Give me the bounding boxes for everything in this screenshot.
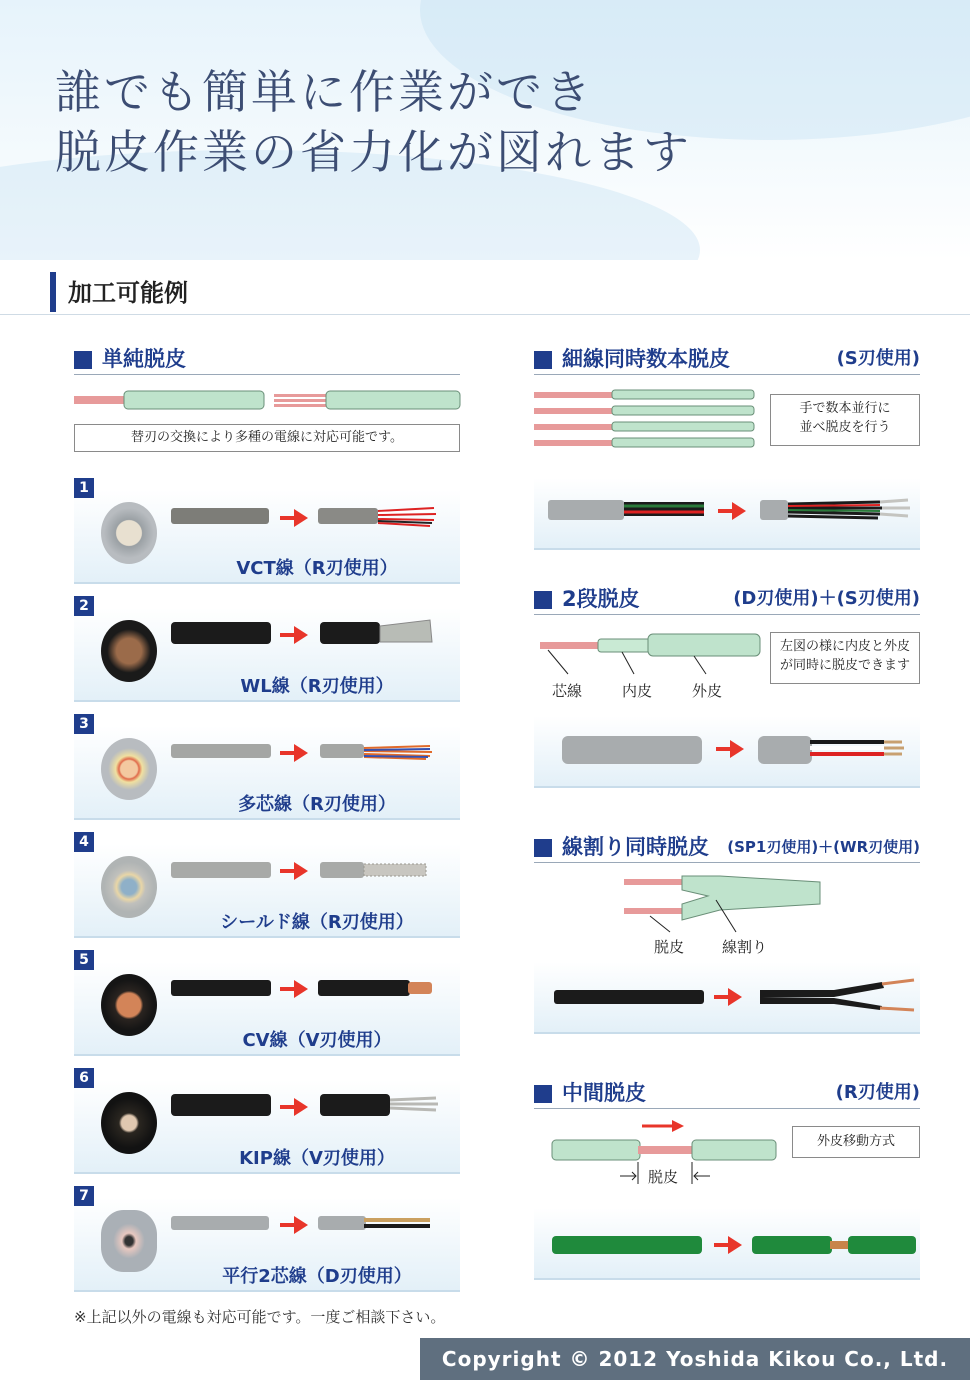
item-caption: KIP線（V刃使用） [239, 1148, 395, 1169]
item-caption: 多芯線（R刃使用） [238, 794, 396, 815]
middle-strip-title: 中間脱皮 [562, 1081, 646, 1105]
fine-strip-title: 細線同時数本脱皮 [562, 347, 730, 371]
simple-strip-illustration [74, 386, 464, 416]
split-strip-title: 線割り同時脱皮 [562, 835, 709, 859]
label-core: 芯線 [552, 682, 583, 700]
cable-card-1 [74, 480, 460, 584]
split-strip-note: (SP1刃使用)＋(WR刃使用) [727, 838, 920, 856]
bullet-square [74, 351, 92, 369]
item-number: 6 [74, 1068, 94, 1088]
split-strip-photo [534, 962, 920, 1034]
divider [0, 314, 970, 315]
two-stage-cable-illustration [534, 716, 920, 786]
item-number: 1 [74, 478, 94, 498]
cable-strip-illustration [74, 962, 460, 1022]
fine-strip-box-line2: 並べ脱皮を行う [799, 420, 891, 435]
simple-strip-heading [74, 344, 460, 375]
bullet-square [534, 1085, 552, 1103]
fine-strip-box-line1: 手で数本並行に [799, 401, 891, 416]
hero-title [55, 62, 692, 182]
cable-strip-illustration [74, 726, 460, 786]
middle-strip-photo [534, 1208, 920, 1280]
cable-card-5 [74, 952, 460, 1056]
item-caption: シールド線（R刃使用） [220, 912, 414, 933]
item-number: 4 [74, 832, 94, 852]
section-title: 加工可能例 [50, 272, 188, 312]
footnote: ※上記以外の電線も対応可能です。一度ご相談下さい。 [74, 1308, 446, 1326]
label-outer: 外皮 [692, 682, 723, 700]
fine-strip-illustration [534, 386, 764, 452]
cable-card-6 [74, 1070, 460, 1174]
two-stage-heading [534, 584, 920, 615]
hero-banner [0, 0, 970, 260]
two-stage-box-line1: 左図の様に内皮と外皮 [779, 639, 910, 654]
cable-strip-illustration [74, 1080, 460, 1140]
simple-strip-title: 単純脱皮 [102, 347, 186, 371]
middle-strip-cable-illustration [534, 1208, 920, 1278]
two-stage-note-box [770, 632, 920, 684]
item-number: 3 [74, 714, 94, 734]
cable-card-2 [74, 598, 460, 702]
item-caption: VCT線（R刃使用） [236, 558, 398, 579]
cable-strip-illustration [74, 1198, 460, 1258]
cable-card-7 [74, 1188, 460, 1292]
label-split-strip: 脱皮 [654, 938, 685, 956]
split-strip-cable-illustration [534, 962, 920, 1032]
item-caption: CV線（V刃使用） [242, 1030, 392, 1051]
item-caption: WL線（R刃使用） [240, 676, 394, 697]
bullet-square [534, 351, 552, 369]
hero-title-line2: 脱皮作業の省力化が図れます [55, 125, 692, 179]
simple-strip-caption: 替刃の交換により多種の電線に対応可能です。 [74, 424, 460, 452]
item-caption: 平行2芯線（D刃使用） [222, 1266, 412, 1287]
cable-card-4 [74, 834, 460, 938]
bullet-square [534, 839, 552, 857]
two-stage-title: 2段脱皮 [562, 587, 640, 611]
cable-strip-illustration [74, 608, 460, 668]
middle-strip-note: (R刃使用) [835, 1082, 920, 1103]
two-stage-illustration [534, 628, 764, 678]
two-stage-note: (D刃使用)＋(S刃使用) [733, 588, 920, 609]
copyright-banner: Copyright © 2012 Yoshida Kikou Co., Ltd. [420, 1338, 970, 1380]
fine-strip-cable-illustration [534, 478, 920, 548]
fine-strip-note-box [770, 394, 920, 446]
cable-card-3 [74, 716, 460, 820]
item-number: 2 [74, 596, 94, 616]
fine-strip-heading [534, 344, 920, 375]
cable-strip-illustration [74, 490, 460, 550]
bullet-square [534, 591, 552, 609]
fine-strip-note: (S刃使用) [836, 348, 920, 369]
cable-strip-illustration [74, 844, 460, 904]
label-split: 線割り [722, 938, 768, 956]
hero-title-line1: 誰でも簡単に作業ができ [55, 65, 594, 119]
middle-strip-note-box: 外皮移動方式 [792, 1126, 920, 1158]
middle-strip-heading [534, 1078, 920, 1109]
two-stage-box-line2: が同時に脱皮できます [779, 658, 910, 673]
split-strip-heading [534, 832, 920, 863]
item-number: 5 [74, 950, 94, 970]
item-number: 7 [74, 1186, 94, 1206]
label-inner: 内皮 [622, 682, 653, 700]
split-strip-illustration [620, 874, 830, 934]
label-middle-strip: 脱皮 [648, 1168, 679, 1186]
two-stage-photo [534, 716, 920, 788]
fine-strip-photo [534, 478, 920, 550]
